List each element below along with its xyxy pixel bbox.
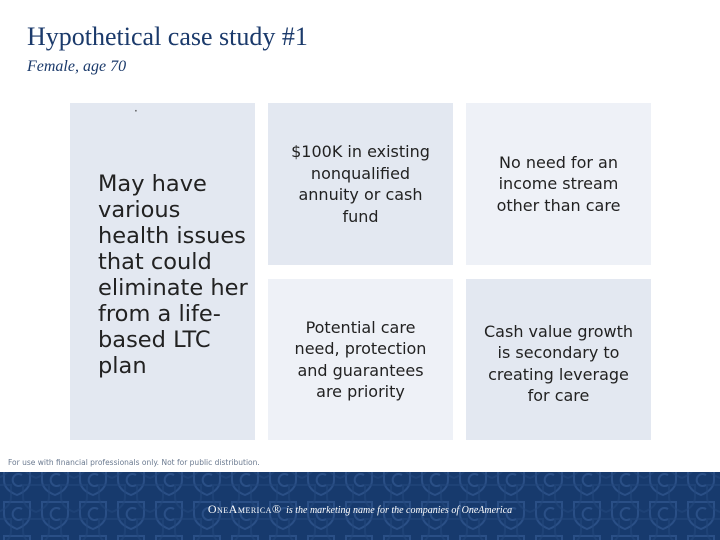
footer-bar	[0, 472, 720, 540]
slide-title: Hypothetical case study #1	[27, 22, 308, 51]
cash-value-cell	[466, 279, 651, 440]
bullet-marker: ·	[134, 104, 138, 118]
annuity-fund-cell	[268, 103, 453, 265]
oneamerica-logo: OneAmerica®	[207, 502, 282, 516]
footer-tagline: is the marketing name for the companies of OneAmerica	[283, 505, 513, 516]
cash-value-text: Cash value growth is secondary to creating leverage for care	[484, 321, 633, 405]
income-stream-cell	[466, 103, 651, 265]
care-need-text: Potential care need, protection and guarantees are priority	[294, 317, 427, 401]
slide-subtitle: Female, age 70	[27, 58, 127, 75]
disclaimer-text: For use with financial professionals only. Not for public distribution.	[8, 458, 260, 467]
health-issues-text: May have various health issues that could eliminate her from a life-based LTC plan	[98, 170, 248, 379]
care-need-cell	[268, 279, 453, 440]
health-issues-panel	[70, 103, 255, 440]
footer-line	[0, 502, 720, 517]
annuity-fund-text: $100K in existing nonqualified annuity or cash fund	[291, 142, 430, 226]
income-stream-text: No need for an income stream other than care	[496, 152, 621, 215]
